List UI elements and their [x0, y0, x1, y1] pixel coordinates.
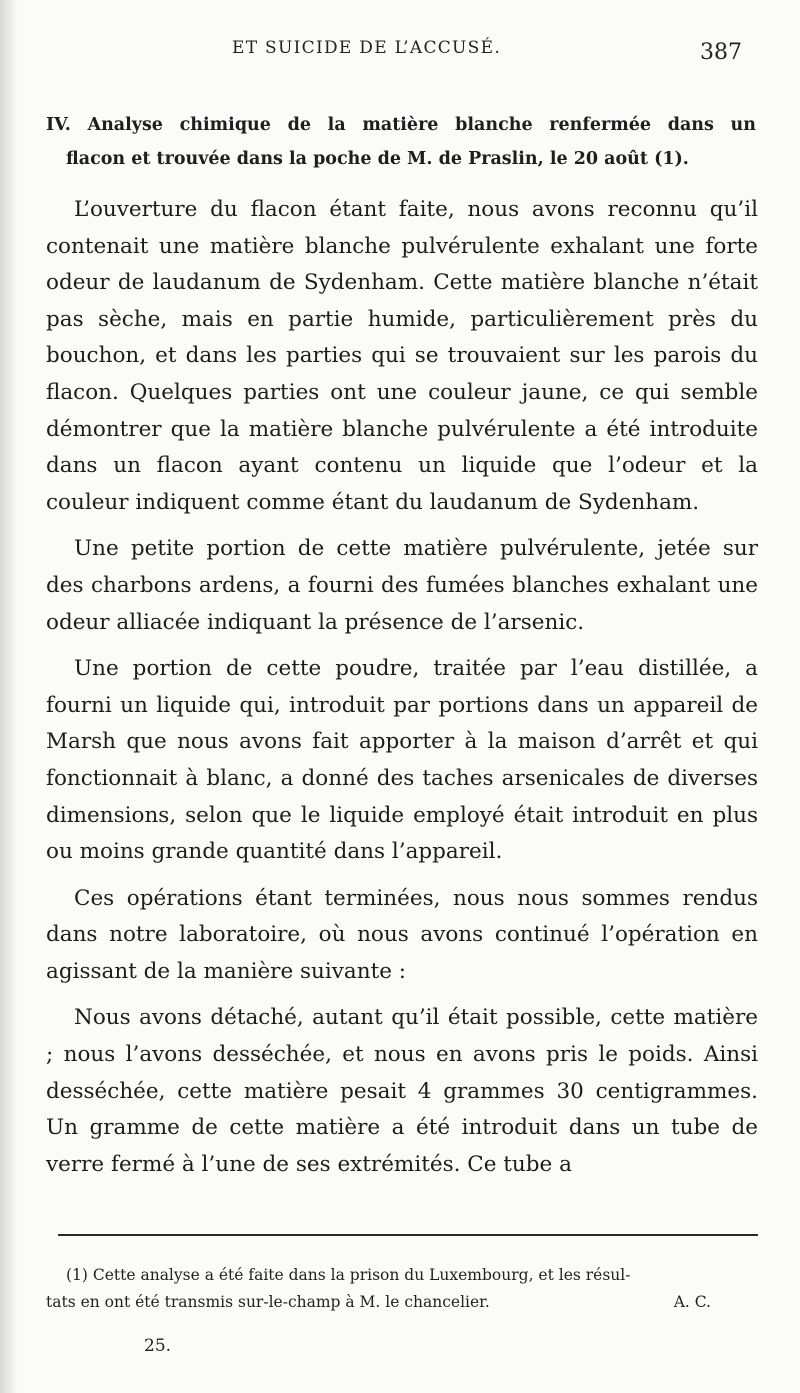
running-head: ET SUICIDE DE L’ACCUSÉ. [232, 38, 502, 58]
footnote-line-2-text: tats en ont été transmis sur-le-champ à M. le chancelier. [46, 1293, 490, 1311]
footnote-line-1: (1) Cette analyse a été faite dans la prison du Luxembourg, et les résul- [66, 1266, 631, 1284]
paragraph: Une petite portion de cette matière pulvérulente, jetée sur des charbons ardens, a fourni des fumées blanches exhalant une odeur alliacée indiquant la présence de l’arsenic. [46, 536, 758, 635]
footnote [46, 1262, 756, 1316]
footnote-signature: A. C. [673, 1293, 711, 1311]
section-title-line-1: IV. Analyse chimique de la matière blanche renfermée dans un [46, 115, 756, 135]
body-text [46, 192, 758, 1193]
section-title-line-2: flacon et trouvée dans la poche de M. de Praslin, le 20 août (1). [66, 149, 689, 169]
page-number: 387 [700, 40, 742, 65]
signature-mark: 25. [144, 1336, 172, 1356]
section-title [46, 108, 756, 176]
paragraph: Ces opérations étant terminées, nous nous sommes rendus dans notre laboratoire, où nous avons continué l’opération en agissant de la manière suivante : [46, 885, 758, 984]
paragraph: Une portion de cette poudre, traitée par l’eau distillée, a fourni un liquide qui, introduit par portions dans un appareil de Marsh que nous avons fait apporter à la maison d’arrêt et qui fonctionnait à blanc, a donné des taches arsenicales de diverses dimensions, selon que le liquide employé était introduit en plus ou moins grande quantité dans l’appareil. [46, 656, 758, 865]
page-gutter-shadow [0, 0, 18, 1393]
footnote-line-2 [46, 1289, 756, 1316]
footnote-rule [58, 1234, 758, 1236]
paragraph: L’ouverture du flacon étant faite, nous avons reconnu qu’il contenait une matière blanche pulvérulente exhalant une forte odeur de laudanum de Sydenham. Cette matière blanche n’était pas sèche, mais en partie humide, particulièrement près du bouchon, et dans les parties qui se trouvaient sur les parois du flacon. Quelques parties ont une couleur jaune, ce qui semble démontrer que la matière blanche pulvérulente a été introduite dans un flacon ayant contenu un liquide que l’odeur et la couleur indiquent comme étant du laudanum de Sydenham. [46, 197, 758, 515]
paragraph: Nous avons détaché, autant qu’il était possible, cette matière ; nous l’avons desséchée, et nous en avons pris le poids. Ainsi desséchée, cette matière pesait 4 grammes 30 centigrammes. Un gramme de cette matière a été introduit dans un tube de verre fermé à l’une de ses extrémités. Ce tube a [46, 1005, 758, 1177]
